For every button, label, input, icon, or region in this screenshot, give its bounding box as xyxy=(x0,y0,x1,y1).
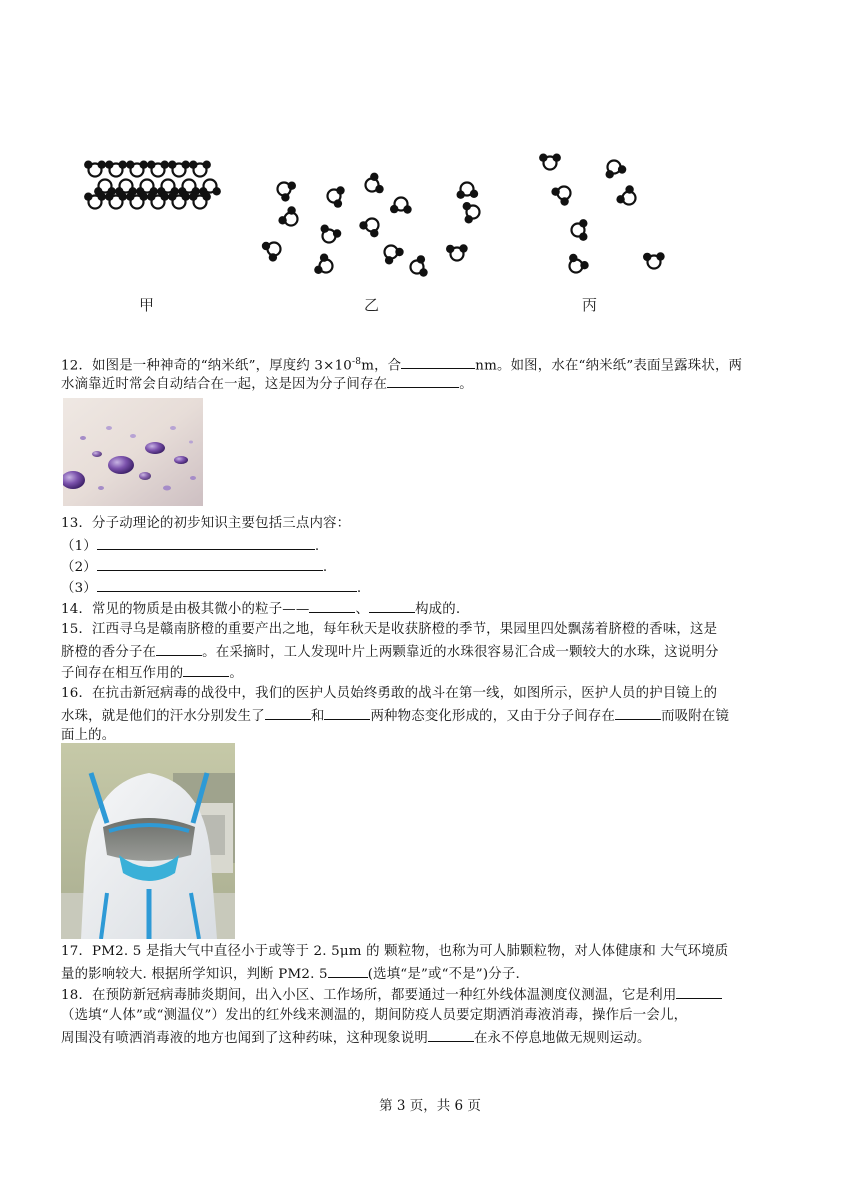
hydrogen-atom xyxy=(463,202,471,210)
hydrogen-atom xyxy=(395,248,403,256)
q13-stem: 13．分子动理论的初步知识主要包括三点内容： xyxy=(61,516,351,531)
hydrogen-atom xyxy=(203,161,211,169)
q17-line2: 量的影响较大. 根据所学知识，判断 PM2. 5 (选填“是”或“不是”)分子. xyxy=(61,963,520,985)
hydrogen-atom xyxy=(84,161,92,169)
page-footer: 第 3 页，共 6 页 xyxy=(379,1098,481,1114)
hydrogen-atom xyxy=(84,193,92,201)
hydrogen-atom xyxy=(98,193,106,201)
hydrogen-atom xyxy=(126,161,134,169)
hydrogen-atom xyxy=(560,197,568,205)
q13-item2: （2） . xyxy=(61,556,327,578)
hydrogen-atom xyxy=(370,229,378,237)
hydrogen-atom xyxy=(553,154,561,162)
hydrogen-atom xyxy=(385,256,393,264)
liquid-state-molecules xyxy=(262,173,480,277)
q15-line3: 子间存在相互作用的 。 xyxy=(61,662,243,684)
hydrogen-atom xyxy=(147,193,155,201)
q12-line1: 12．如图是一种神奇的“纳米纸”，厚度约 $3\times 10^{-8}m$，合 nm。如图，水在“纳米纸”表面呈露珠状，两 xyxy=(61,352,742,376)
hydrogen-atom xyxy=(403,205,411,213)
q16-line1: 16．在抗击新冠病毒的战役中，我们的医护人员始终勇敢的战斗在第一线，如图所示，医护人员的护目镜上的 xyxy=(61,686,718,701)
hydrogen-atom xyxy=(359,221,367,229)
hydrogen-atom xyxy=(140,161,148,169)
q15-line1: 15．江西寻乌是赣南脐橙的重要产出之地，每年秋天是收获脐橙的季节，果园里四处飘荡着脐橙的香味，这是 xyxy=(61,622,718,637)
hydrogen-atom xyxy=(643,253,651,261)
hydrogen-atom xyxy=(189,161,197,169)
hydrogen-atom xyxy=(105,161,113,169)
q13-item3: （3） . xyxy=(61,577,361,599)
hydrogen-atom xyxy=(281,193,289,201)
q14-line: 14．常见的物质是由极其微小的粒子—— 、 构成的. xyxy=(61,598,460,620)
hydrogen-atom xyxy=(470,190,478,198)
hydrogen-atom xyxy=(168,193,176,201)
answer-blank[interactable] xyxy=(97,577,357,592)
hydrogen-atom xyxy=(375,185,383,193)
hydrogen-atom xyxy=(321,225,329,233)
hydrogen-atom xyxy=(606,170,614,178)
hydrogen-atom xyxy=(161,193,169,201)
q17-line1: 17．PM2. 5 是指大气中直径小于或等于 2. 5μm 的 颗粒物，也称为可人肺颗粒物，对人体健康和 大气环境质 xyxy=(61,944,729,959)
hydrogen-atom xyxy=(336,186,344,194)
hydrogen-atom xyxy=(105,193,113,201)
hydrogen-atom xyxy=(182,161,190,169)
label-yi: 乙 xyxy=(364,296,380,314)
answer-blank[interactable] xyxy=(156,641,202,656)
hydrogen-atom xyxy=(161,161,169,169)
hydrogen-atom xyxy=(119,161,127,169)
hydrogen-atom xyxy=(616,195,624,203)
hydrogen-atom xyxy=(333,229,341,237)
hydrogen-atom xyxy=(625,185,633,193)
answer-blank[interactable] xyxy=(97,535,315,550)
hydrogen-atom xyxy=(182,193,190,201)
label-bing: 丙 xyxy=(582,296,598,314)
answer-blank[interactable] xyxy=(97,556,323,571)
hydrogen-atom xyxy=(569,254,577,262)
hydrogen-atom xyxy=(656,252,664,260)
hydrogen-atom xyxy=(417,255,425,263)
hydrogen-atom xyxy=(278,216,286,224)
hydrogen-atom xyxy=(262,242,270,250)
q13-item1: （1） . xyxy=(61,535,319,557)
q18-line2: （选填“人体”或“测温仪”）发出的红外线来测温的，期间防疫人员要定期洒消毒液消毒，操作后一会儿， xyxy=(61,1008,688,1023)
hydrogen-atom xyxy=(119,193,127,201)
hydrogen-atom xyxy=(419,268,427,276)
hydrogen-atom xyxy=(370,173,378,181)
q18-line3: 周围没有喷洒消毒液的地方也闻到了这种药味，这种现象说明 在永不停息地做无规则运动。 xyxy=(61,1027,651,1049)
answer-blank[interactable] xyxy=(309,598,355,613)
hydrogen-atom xyxy=(334,199,342,207)
hydrogen-atom xyxy=(203,193,211,201)
hydrogen-atom xyxy=(580,261,588,269)
label-jia: 甲 xyxy=(139,296,155,314)
hydrogen-atom xyxy=(579,219,587,227)
answer-blank[interactable] xyxy=(324,705,370,720)
q12-line2: 水滴靠近时常会自动结合在一起，这是因为分子间存在 。 xyxy=(61,373,473,395)
hydrogen-atom xyxy=(457,191,465,199)
medical-worker-photo xyxy=(61,743,235,939)
answer-blank[interactable] xyxy=(401,354,475,369)
gas-state-molecules xyxy=(539,154,665,273)
hydrogen-atom xyxy=(320,254,328,262)
q16-line3: 面上的。 xyxy=(61,728,116,743)
hydrogen-atom xyxy=(213,187,221,195)
hydrogen-atom xyxy=(168,161,176,169)
hydrogen-atom xyxy=(390,205,398,213)
q18-line1: 18．在预防新冠病毒肺炎期间，出入小区、工作场所，都要通过一种红外线体温测度仪测温，它是利用 xyxy=(61,984,722,1006)
hydrogen-atom xyxy=(189,193,197,201)
hydrogen-atom xyxy=(579,233,587,241)
hydrogen-atom xyxy=(269,253,277,261)
q15-line2: 脐橙的香分子在 。在采摘时，工人发现叶片上两颗靠近的水珠很容易汇合成一颗较大的水珠，这说明分 xyxy=(61,641,719,663)
hydrogen-atom xyxy=(98,161,106,169)
hydrogen-atom xyxy=(287,206,295,214)
hydrogen-atom xyxy=(314,266,322,274)
hydrogen-atom xyxy=(618,165,626,173)
answer-blank[interactable] xyxy=(615,705,661,720)
answer-blank[interactable] xyxy=(428,1027,474,1042)
hydrogen-atom xyxy=(126,193,134,201)
answer-blank[interactable] xyxy=(328,963,368,978)
answer-blank[interactable] xyxy=(183,662,229,677)
hydrogen-atom xyxy=(465,215,473,223)
answer-blank[interactable] xyxy=(387,373,459,388)
solid-state-molecules xyxy=(84,161,221,209)
nano-paper-photo xyxy=(63,398,203,506)
hydrogen-atom xyxy=(446,245,454,253)
answer-blank[interactable] xyxy=(369,598,415,613)
hydrogen-atom xyxy=(551,188,559,196)
hydrogen-atom xyxy=(147,161,155,169)
hydrogen-atom xyxy=(140,193,148,201)
q16-line2: 水珠，就是他们的汗水分别发生了 和 两种物态变化形成的，又由于分子间存在 而吸附在镜 xyxy=(61,705,729,727)
answer-blank[interactable] xyxy=(265,705,311,720)
hydrogen-atom xyxy=(539,154,547,162)
hydrogen-atom xyxy=(459,244,467,252)
answer-blank[interactable] xyxy=(676,984,722,999)
hydrogen-atom xyxy=(288,182,296,190)
